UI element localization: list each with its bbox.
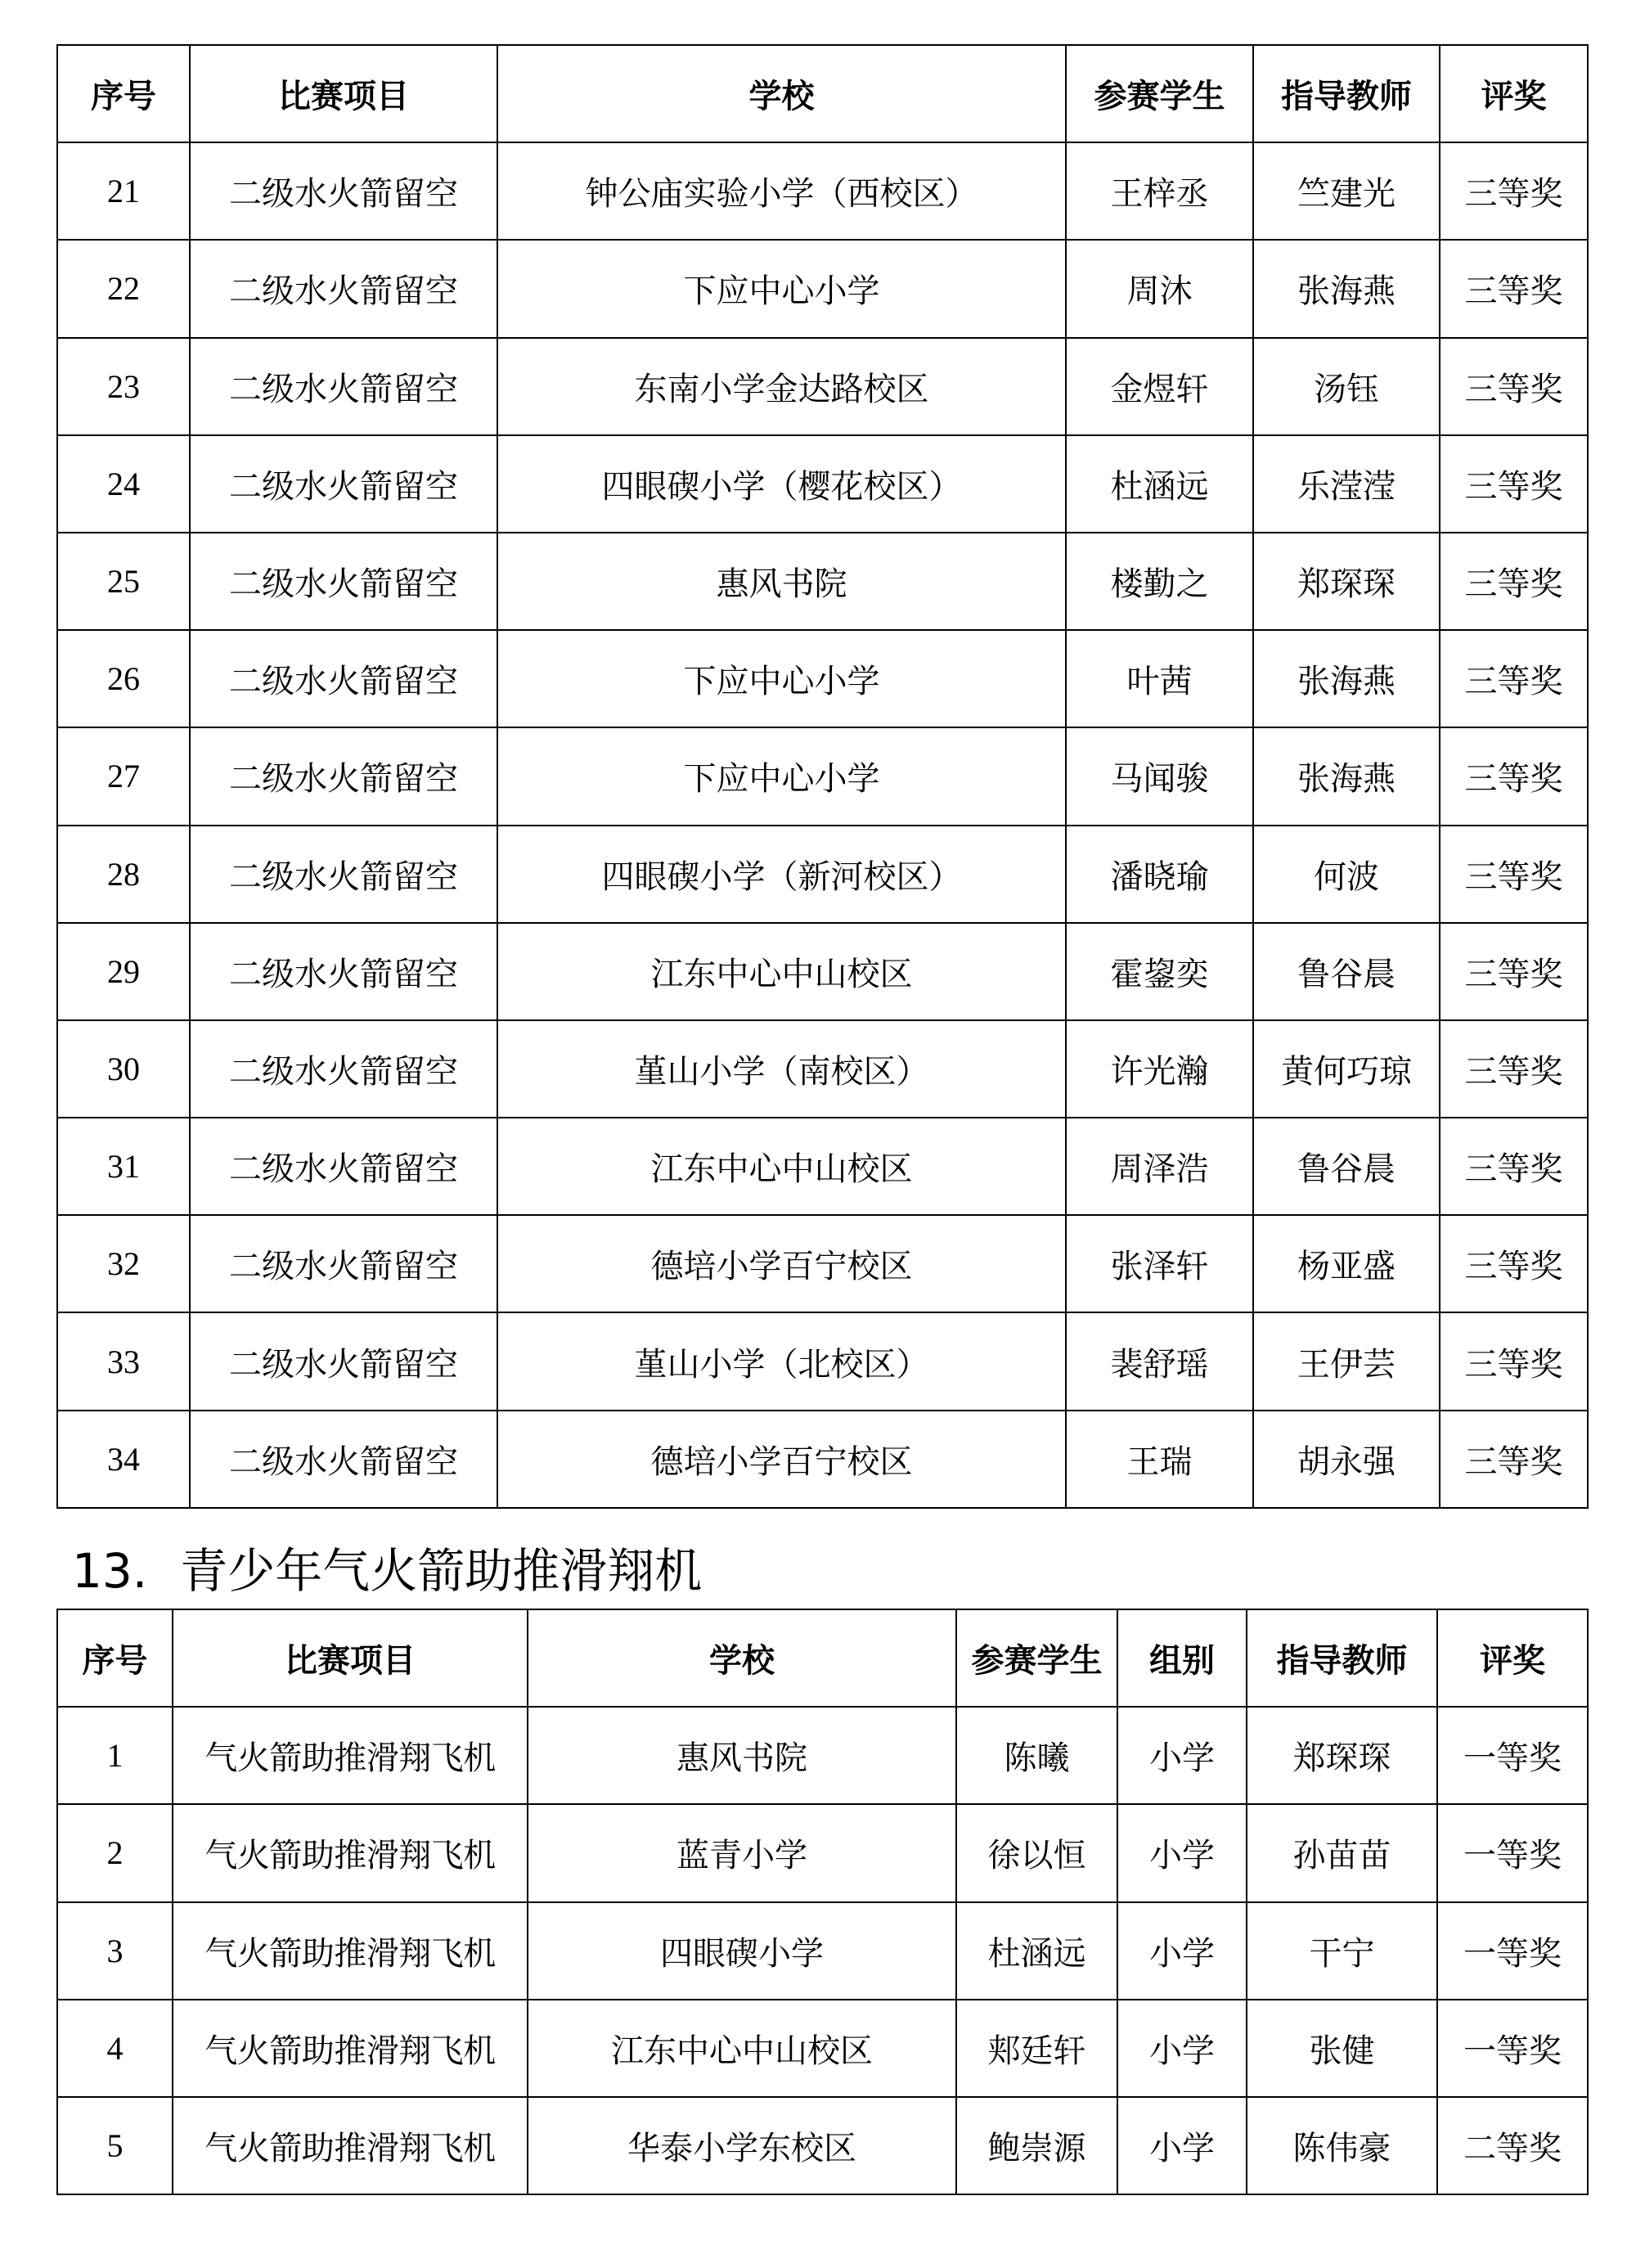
cell-teacher: 干宁 (1247, 1902, 1437, 2000)
cell-teacher: 郑琛琛 (1247, 1707, 1437, 1804)
table-row (57, 630, 1588, 727)
cell-index: 28 (57, 826, 190, 923)
cell-group: 小学 (1117, 2097, 1247, 2194)
cell-student: 徐以恒 (956, 1804, 1117, 1901)
cell-index: 2 (57, 1804, 173, 1901)
cell-teacher: 何波 (1253, 826, 1440, 923)
table-row (57, 1707, 1588, 1804)
cell-event: 气火箭助推滑翔飞机 (173, 1902, 528, 2000)
cell-teacher: 乐滢滢 (1253, 435, 1440, 533)
header-award: 评奖 (1440, 45, 1588, 142)
cell-teacher: 鲁谷晨 (1253, 1118, 1440, 1215)
cell-index: 32 (57, 1215, 190, 1312)
cell-award: 三等奖 (1440, 826, 1588, 923)
results-table-rocket-airtime (56, 44, 1589, 1509)
cell-index: 25 (57, 533, 190, 630)
table-row (57, 1118, 1588, 1215)
table-row (57, 533, 1588, 630)
cell-award: 三等奖 (1440, 1215, 1588, 1312)
cell-student: 王梓丞 (1066, 142, 1253, 240)
cell-student: 张泽轩 (1066, 1215, 1253, 1312)
cell-award: 三等奖 (1440, 727, 1588, 825)
cell-school: 下应中心小学 (497, 630, 1066, 727)
cell-award: 三等奖 (1440, 1411, 1588, 1508)
cell-index: 5 (57, 2097, 173, 2194)
cell-group: 小学 (1117, 1707, 1247, 1804)
cell-teacher: 杨亚盛 (1253, 1215, 1440, 1312)
cell-student: 陈曦 (956, 1707, 1117, 1804)
cell-index: 26 (57, 630, 190, 727)
header-teacher: 指导教师 (1247, 1609, 1437, 1707)
cell-event: 气火箭助推滑翔飞机 (173, 2000, 528, 2097)
cell-student: 潘晓瑜 (1066, 826, 1253, 923)
cell-student: 周沐 (1066, 240, 1253, 337)
cell-event: 二级水火箭留空 (190, 1411, 497, 1508)
cell-student: 郏廷轩 (956, 2000, 1117, 2097)
cell-teacher: 孙苗苗 (1247, 1804, 1437, 1901)
cell-award: 三等奖 (1440, 435, 1588, 533)
table-row (57, 923, 1588, 1020)
cell-event: 二级水火箭留空 (190, 727, 497, 825)
cell-student: 周泽浩 (1066, 1118, 1253, 1215)
cell-school: 四眼碶小学（樱花校区） (497, 435, 1066, 533)
table-row (57, 435, 1588, 533)
cell-event: 二级水火箭留空 (190, 923, 497, 1020)
cell-index: 1 (57, 1707, 173, 1804)
cell-teacher: 张海燕 (1253, 727, 1440, 825)
header-event: 比赛项目 (173, 1609, 528, 1707)
cell-student: 霍鋆奕 (1066, 923, 1253, 1020)
table-row (57, 1902, 1588, 2000)
cell-teacher: 张健 (1247, 2000, 1437, 2097)
cell-index: 4 (57, 2000, 173, 2097)
header-student: 参赛学生 (1066, 45, 1253, 142)
header-group: 组别 (1117, 1609, 1247, 1707)
cell-student: 金煜轩 (1066, 338, 1253, 435)
cell-group: 小学 (1117, 1804, 1247, 1901)
cell-index: 30 (57, 1020, 190, 1118)
cell-school: 蓝青小学 (528, 1804, 956, 1901)
table-row (57, 1804, 1588, 1901)
cell-school: 惠风书院 (528, 1707, 956, 1804)
cell-group: 小学 (1117, 2000, 1247, 2097)
cell-index: 33 (57, 1312, 190, 1410)
section-heading (72, 1538, 702, 1604)
cell-teacher: 黄何巧琼 (1253, 1020, 1440, 1118)
cell-event: 二级水火箭留空 (190, 1312, 497, 1410)
cell-student: 杜涵远 (1066, 435, 1253, 533)
cell-teacher: 张海燕 (1253, 240, 1440, 337)
cell-index: 27 (57, 727, 190, 825)
cell-event: 气火箭助推滑翔飞机 (173, 1707, 528, 1804)
header-award: 评奖 (1437, 1609, 1588, 1707)
cell-award: 一等奖 (1437, 1707, 1588, 1804)
cell-event: 二级水火箭留空 (190, 1020, 497, 1118)
cell-school: 江东中心中山校区 (497, 923, 1066, 1020)
cell-teacher: 竺建光 (1253, 142, 1440, 240)
header-school: 学校 (497, 45, 1066, 142)
cell-teacher: 张海燕 (1253, 630, 1440, 727)
cell-index: 29 (57, 923, 190, 1020)
table-row (57, 727, 1588, 825)
cell-teacher: 郑琛琛 (1253, 533, 1440, 630)
cell-teacher: 汤钰 (1253, 338, 1440, 435)
cell-event: 二级水火箭留空 (190, 435, 497, 533)
cell-teacher: 陈伟豪 (1247, 2097, 1437, 2194)
cell-event: 气火箭助推滑翔飞机 (173, 1804, 528, 1901)
cell-group: 小学 (1117, 1902, 1247, 2000)
table-row (57, 2000, 1588, 2097)
cell-student: 鲍崇源 (956, 2097, 1117, 2194)
cell-event: 气火箭助推滑翔飞机 (173, 2097, 528, 2194)
cell-event: 二级水火箭留空 (190, 533, 497, 630)
cell-school: 钟公庙实验小学（西校区） (497, 142, 1066, 240)
cell-award: 三等奖 (1440, 1312, 1588, 1410)
cell-school: 江东中心中山校区 (497, 1118, 1066, 1215)
cell-index: 24 (57, 435, 190, 533)
table-header-row (57, 1609, 1588, 1707)
cell-index: 31 (57, 1118, 190, 1215)
cell-index: 23 (57, 338, 190, 435)
cell-student: 王瑞 (1066, 1411, 1253, 1508)
cell-school: 四眼碶小学 (528, 1902, 956, 2000)
results-table-rocket-glider (56, 1609, 1589, 2195)
cell-school: 江东中心中山校区 (528, 2000, 956, 2097)
cell-event: 二级水火箭留空 (190, 338, 497, 435)
cell-school: 华泰小学东校区 (528, 2097, 956, 2194)
cell-award: 三等奖 (1440, 923, 1588, 1020)
cell-award: 一等奖 (1437, 2000, 1588, 2097)
table-header-row (57, 45, 1588, 142)
table-row (57, 2097, 1588, 2194)
cell-school: 下应中心小学 (497, 240, 1066, 337)
table-row (57, 142, 1588, 240)
table-row (57, 1215, 1588, 1312)
cell-student: 马闻骏 (1066, 727, 1253, 825)
cell-event: 二级水火箭留空 (190, 142, 497, 240)
cell-teacher: 鲁谷晨 (1253, 923, 1440, 1020)
section-number: 13. (72, 1543, 148, 1599)
cell-school: 德培小学百宁校区 (497, 1411, 1066, 1508)
cell-event: 二级水火箭留空 (190, 630, 497, 727)
cell-teacher: 胡永强 (1253, 1411, 1440, 1508)
table-row (57, 1020, 1588, 1118)
cell-student: 裴舒瑶 (1066, 1312, 1253, 1410)
cell-index: 34 (57, 1411, 190, 1508)
cell-event: 二级水火箭留空 (190, 1215, 497, 1312)
cell-school: 堇山小学（南校区） (497, 1020, 1066, 1118)
section-title: 青少年气火箭助推滑翔机 (180, 1543, 703, 1599)
cell-student: 叶茜 (1066, 630, 1253, 727)
header-event: 比赛项目 (190, 45, 497, 142)
header-index: 序号 (57, 45, 190, 142)
cell-event: 二级水火箭留空 (190, 240, 497, 337)
cell-award: 三等奖 (1440, 1020, 1588, 1118)
cell-student: 杜涵远 (956, 1902, 1117, 2000)
header-student: 参赛学生 (956, 1609, 1117, 1707)
cell-school: 下应中心小学 (497, 727, 1066, 825)
cell-award: 三等奖 (1440, 240, 1588, 337)
cell-event: 二级水火箭留空 (190, 826, 497, 923)
table-row (57, 338, 1588, 435)
cell-index: 22 (57, 240, 190, 337)
cell-award: 三等奖 (1440, 1118, 1588, 1215)
cell-index: 3 (57, 1902, 173, 2000)
cell-school: 东南小学金达路校区 (497, 338, 1066, 435)
cell-teacher: 王伊芸 (1253, 1312, 1440, 1410)
cell-student: 许光瀚 (1066, 1020, 1253, 1118)
cell-student: 楼勤之 (1066, 533, 1253, 630)
table-row (57, 1411, 1588, 1508)
cell-school: 四眼碶小学（新河校区） (497, 826, 1066, 923)
cell-award: 三等奖 (1440, 630, 1588, 727)
header-index: 序号 (57, 1609, 173, 1707)
cell-award: 二等奖 (1437, 2097, 1588, 2194)
cell-school: 堇山小学（北校区） (497, 1312, 1066, 1410)
cell-award: 三等奖 (1440, 338, 1588, 435)
table-row (57, 1312, 1588, 1410)
header-school: 学校 (528, 1609, 956, 1707)
cell-event: 二级水火箭留空 (190, 1118, 497, 1215)
cell-school: 惠风书院 (497, 533, 1066, 630)
cell-award: 三等奖 (1440, 533, 1588, 630)
cell-award: 一等奖 (1437, 1804, 1588, 1901)
table-row (57, 240, 1588, 337)
cell-school: 德培小学百宁校区 (497, 1215, 1066, 1312)
cell-award: 一等奖 (1437, 1902, 1588, 2000)
header-teacher: 指导教师 (1253, 45, 1440, 142)
cell-index: 21 (57, 142, 190, 240)
cell-award: 三等奖 (1440, 142, 1588, 240)
table-row (57, 826, 1588, 923)
